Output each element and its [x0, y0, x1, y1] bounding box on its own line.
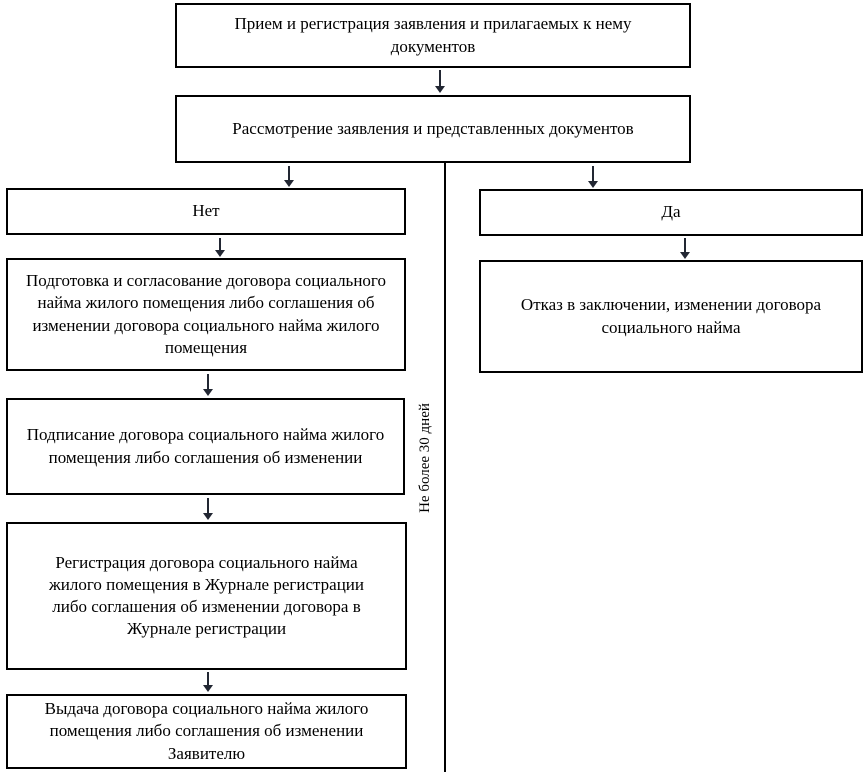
node-receive-registration [175, 3, 691, 68]
node-issue-agreement [6, 694, 407, 769]
node-sign-agreement-label: Подписание договора социального найма жилого помещения либо соглашения об изменении [26, 425, 385, 467]
node-review-documents [175, 95, 691, 163]
node-register-agreement [6, 522, 407, 670]
node-refusal [479, 260, 863, 373]
node-decision-yes-label: Да [661, 202, 681, 222]
node-refusal-label: Отказ в заключении, изменении договора социального найма [520, 295, 822, 337]
node-receive-registration-label: Прием и регистрация заявления и прилагаемых к нему документов [234, 14, 632, 56]
node-prepare-agreement-label: Подготовка и согласование договора социального найма жилого помещения либо соглашения об изменении договора социального найма жилого помещения [26, 271, 386, 357]
node-register-agreement-label: Регистрация договора социального найма жилого помещения в Журнале регистрации либо соглашения об изменении договора в Журнале регистрации [49, 552, 364, 639]
node-decision-no-label: Нет [192, 201, 220, 221]
node-sign-agreement [6, 398, 405, 495]
node-review-documents-label: Рассмотрение заявления и представленных документов [232, 118, 634, 138]
arrow-down-icon [588, 166, 598, 188]
arrow-down-icon [203, 374, 213, 396]
arrow-down-icon [680, 238, 690, 259]
node-issue-agreement-label: Выдача договора социального найма жилого помещения либо соглашения об изменении Заявителю [44, 699, 369, 763]
arrow-down-icon [284, 166, 294, 187]
arrow-down-icon [203, 498, 213, 520]
arrow-down-icon [215, 238, 225, 257]
arrow-down-icon [435, 70, 445, 93]
node-decision-no [6, 188, 406, 235]
timeline-divider-line [444, 163, 446, 772]
node-decision-yes [479, 189, 863, 236]
node-prepare-agreement [6, 258, 406, 371]
timeline-label: Не более 30 дней [417, 403, 433, 513]
arrow-down-icon [203, 672, 213, 692]
